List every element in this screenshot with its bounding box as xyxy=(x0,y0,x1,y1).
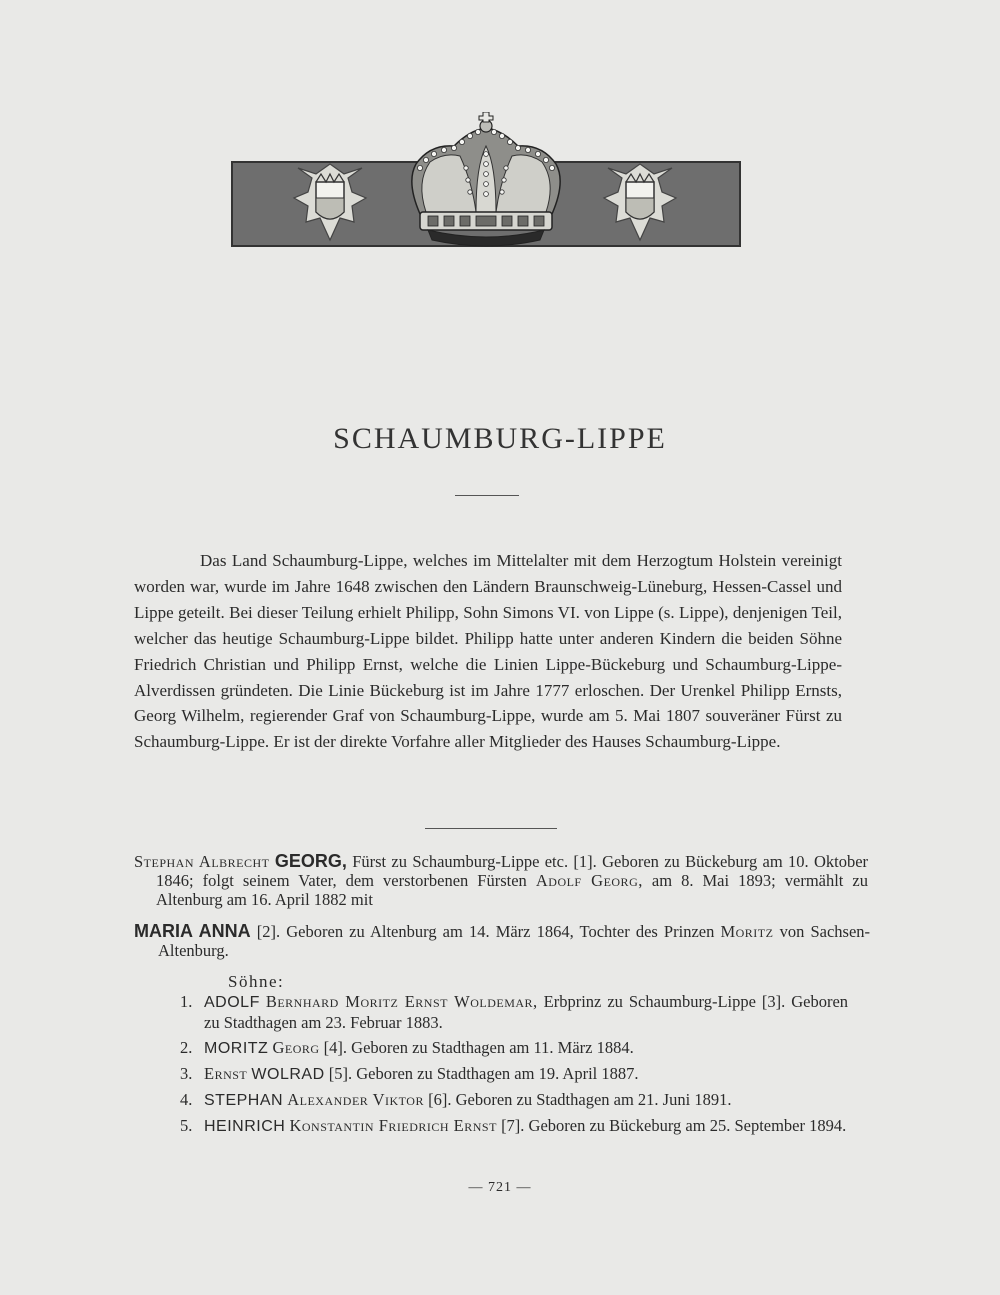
entry-georg-names: Stephan Albrecht xyxy=(134,852,270,871)
son-text: [6]. Geboren zu Stadthagen am 21. Juni 1891. xyxy=(428,1090,732,1109)
entry-maria-anna-father: Moritz xyxy=(720,922,774,941)
son-names: Ernst xyxy=(204,1064,248,1083)
son-first-name: WOLRAD xyxy=(251,1066,325,1083)
son-number: 5. xyxy=(180,1116,193,1135)
section-divider xyxy=(425,828,557,829)
son-text: Erbprinz zu Schaumburg-Lippe [3]. Geboren zu Stadthagen am 23. Februar 1883. xyxy=(204,992,849,1032)
list-item xyxy=(180,1064,848,1085)
son-first-name: STEPHAN xyxy=(204,1092,284,1109)
son-text: [4]. Geboren zu Stadthagen am 11. März 1884. xyxy=(323,1038,634,1057)
page-title: SCHAUMBURG-LIPPE xyxy=(333,422,667,455)
son-first-name: HEINRICH xyxy=(204,1118,286,1135)
entry-maria-anna-text2: von Sachsen-Altenburg. xyxy=(158,922,871,960)
son-first-name: ADOLF xyxy=(204,994,260,1011)
entry-maria-anna-text1: [2]. Geboren zu Altenburg am 14. März 1864, Tochter des Prinzen xyxy=(256,922,715,941)
son-first-name: MORITZ xyxy=(204,1040,269,1057)
sons-list xyxy=(180,992,848,1142)
entry-georg xyxy=(134,852,868,909)
son-names: Konstantin Friedrich Ernst xyxy=(289,1116,497,1135)
entry-georg-name: GEORG, xyxy=(274,851,347,871)
son-number: 1. xyxy=(180,992,193,1011)
entry-georg-text2: am 8. Mai 1893; vermählt zu Altenburg am 16. April 1882 mit xyxy=(156,871,869,909)
list-item xyxy=(180,1038,848,1059)
entry-georg-father: Adolf Georg, xyxy=(535,871,643,890)
entry-georg-text1: Fürst zu Schaumburg-Lippe etc. [1]. Geboren zu Bückeburg am 10. Oktober 1846; folgt seinem Vater, dem verstorbenen Fürsten xyxy=(156,852,869,890)
son-names: Alexander Viktor xyxy=(287,1090,424,1109)
list-item xyxy=(180,1116,848,1137)
son-names: Bernhard Moritz Ernst Woldemar, xyxy=(265,992,538,1011)
heraldic-banner xyxy=(230,112,742,252)
son-number: 4. xyxy=(180,1090,193,1109)
intro-paragraph: Das Land Schaumburg-Lippe, welches im Mittelalter mit dem Herzogtum Holstein vereinigt worden war, wurde im Jahre 1648 zwischen den Ländern Braunschweig-Lüneburg, Hessen-Cassel und Lippe geteilt. Bei dieser Teilung erhielt Philipp, Sohn Simons VI. von Lippe (s. Lippe), denjenigen Teil, welcher das heutige Schaumburg-Lippe bildet. Philipp hatte unter anderen Kindern die beiden Söhne Friedrich Christian und Philipp Ernst, welche die Linien Lippe-Bückeburg und Schaumburg-Lippe-Alverdissen gründeten. Die Linie Bückeburg ist im Jahre 1777 erloschen. Der Urenkel Philipp Ernsts, Georg Wilhelm, regierender Graf von Schaumburg-Lippe, wurde am 5. Mai 1807 souveräner Fürst zu Schaumburg-Lippe. Er ist der direkte Vorfahre aller Mitglieder des Hauses Schaumburg-Lippe. xyxy=(134,551,842,752)
son-text: [7]. Geboren zu Bückeburg am 25. September 1894. xyxy=(501,1116,847,1135)
list-item xyxy=(180,992,848,1033)
son-number: 3. xyxy=(180,1064,193,1083)
sons-heading: Söhne: xyxy=(228,972,285,991)
entry-maria-anna-name: MARIA ANNA xyxy=(134,921,251,941)
title-divider xyxy=(455,495,519,496)
son-text: [5]. Geboren zu Stadthagen am 19. April 1887. xyxy=(328,1064,639,1083)
entry-maria-anna xyxy=(134,922,870,960)
son-names: Georg xyxy=(272,1038,320,1057)
son-number: 2. xyxy=(180,1038,193,1057)
list-item xyxy=(180,1090,848,1111)
page-number: — 721 — xyxy=(468,1180,532,1195)
crown-icon xyxy=(412,112,560,246)
